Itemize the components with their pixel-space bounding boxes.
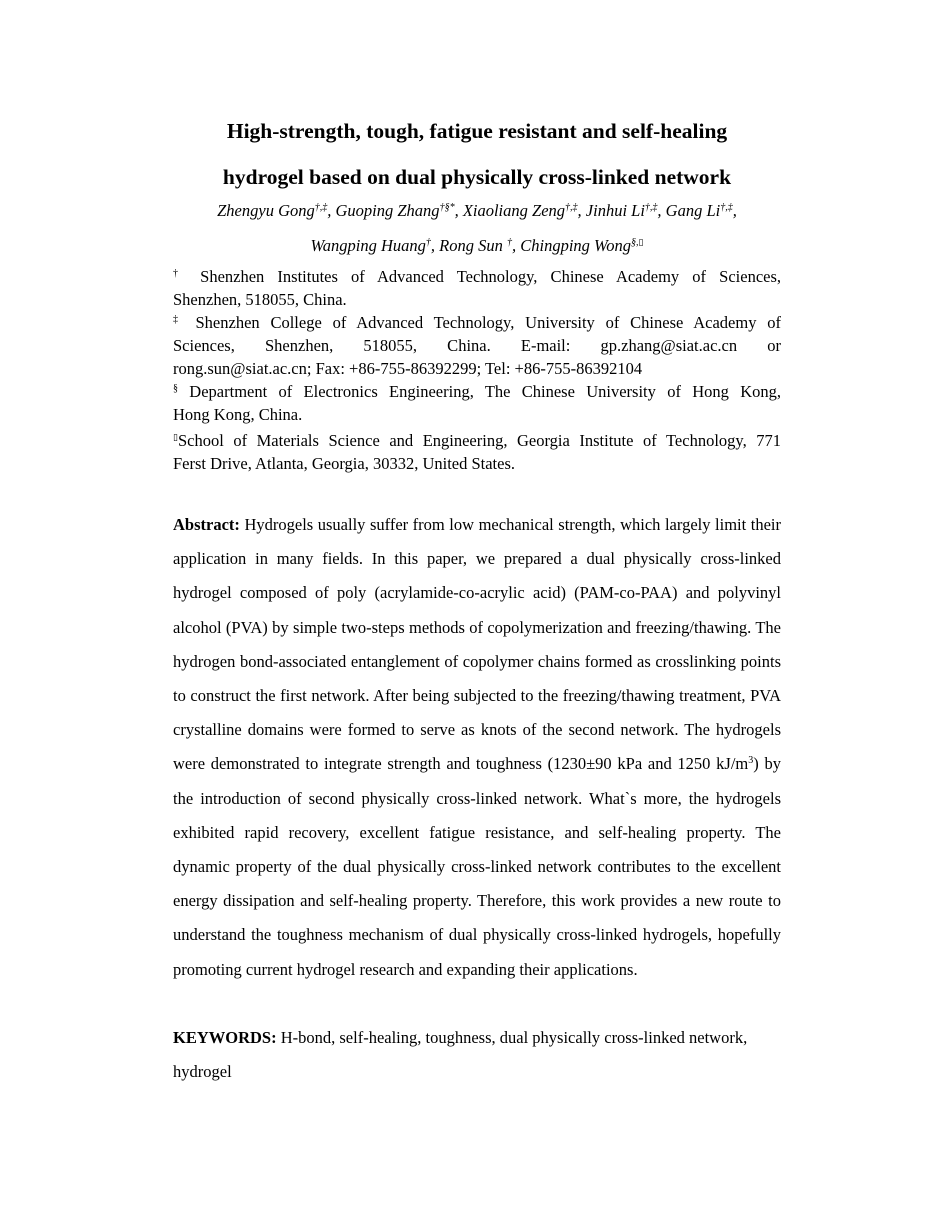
abstract-label: Abstract: [173,515,240,534]
unknown-symbol-icon: ▯ [638,237,644,247]
affiliation-3: § Department of Electronics Engineering, The Chinese University of Hong Kong, Hong Kong, China. [173,382,781,424]
affiliation-4: ▯School of Materials Science and Engineering, Georgia Institute of Technology, 771 Ferst Drive, Atlanta, Georgia, 30332, United States. [173,431,781,473]
affiliation-1: † Shenzhen Institutes of Advanced Technology, Chinese Academy of Sciences, Shenzhen, 518055, China. [173,267,782,309]
author: Xiaoliang Zeng†,‡, [462,201,586,220]
abstract: Abstract: Hydrogels usually suffer from low mechanical strength, which largely limit their application in many fields. In this paper, we prepared a dual physically cross-linked hydrogel composed of poly (acrylamide-co-acrylic acid) (PAM-co-PAA) and polyvinyl alcohol (PVA) by simple two-steps methods of copolymerization and freezing/thawing. The hydrogen bond-associated entanglement of copolymer chains formed as crosslinking points to construct the first network. After being subjected to the freezing/thawing treatment, PVA crystalline domains were formed to serve as knots of the second network. The hydrogels were demonstrated to integrate strength and toughness (1230±90 kPa and 1250 $kJ/m^3$) by the introduction of second physically cross-linked network. What`s more, the hydrogels exhibited rapid recovery, excellent fatigue resistance, and self-healing property. The dynamic property of the dual physically cross-linked network contributes to the excellent energy dissipation and self-healing property. Therefore, this work provides a new route to understand the toughness mechanism of dual physically cross-linked hydrogels, hopefully promoting current hydrogel research and expanding their applications. [173,515,781,979]
author: Gang Li†,‡, [665,201,737,220]
keywords [173,1021,785,1089]
paper-title-line-2: hydrogel based on dual physically cross-linked network [222,165,732,189]
author: Jinhui Li†,‡, [585,201,666,220]
author: Wangping Huang†, [310,236,440,255]
author: Guoping Zhang†§*, [335,201,463,220]
author: Chingping Wong§,▯ [520,236,644,255]
keywords-label: KEYWORDS: [173,1028,277,1047]
paper-title-line-1: High-strength, tough, fatigue resistant and self-healing [226,119,728,143]
unknown-symbol-icon: ▯ [173,432,178,442]
author: Rong Sun †, [439,236,521,255]
keywords-text: H-bond, self-healing, toughness, dual physically cross-linked network, hydrogel [173,1028,748,1082]
affiliation-2: ‡ Shenzhen College of Advanced Technology, University of Chinese Academy of Sciences, Shenzhen, 518055, China. E-mail: gp.zhang@siat.ac.cn or rong.sun@siat.ac.cn; Fax: +86-755-86392299; Tel: +86-755-86392104 [173,313,782,378]
author-list-line-2 [153,236,801,256]
author-list-line-1 [153,201,801,221]
affiliations [173,265,781,475]
abstract-text: Hydrogels usually suffer from low mechanical strength, which largely limit their application in many fields. In this paper, we prepared a dual physically cross-linked hydrogel composed of poly (acrylamide-co-acrylic acid) (PAM-co-PAA) and polyvinyl alcohol (PVA) by simple two-steps methods of copolymerization and freezing/thawing. The hydrogen bond-associated entanglement of copolymer chains formed as crosslinking points to construct the first network. After being subjected to the freezing/thawing treatment, PVA crystalline domains were formed to serve as knots of the second network. The hydrogels were demonstrated to integrate strength and toughness (1230±90 kPa and 1250 kJ/m [173,515,781,774]
abstract-text-continued: ) by the introduction of second physically cross-linked network. What`s more, the hydrogels exhibited rapid recovery, excellent fatigue resistance, and self-healing property. The dynamic property of the dual physically cross-linked network contributes to the excellent energy dissipation and self-healing property. Therefore, this work provides a new route to understand the toughness mechanism of dual physically cross-linked hydrogels, hopefully promoting current hydrogel research and expanding their applications. [173,754,781,979]
author: Zhengyu Gong†,‡, [217,201,336,220]
